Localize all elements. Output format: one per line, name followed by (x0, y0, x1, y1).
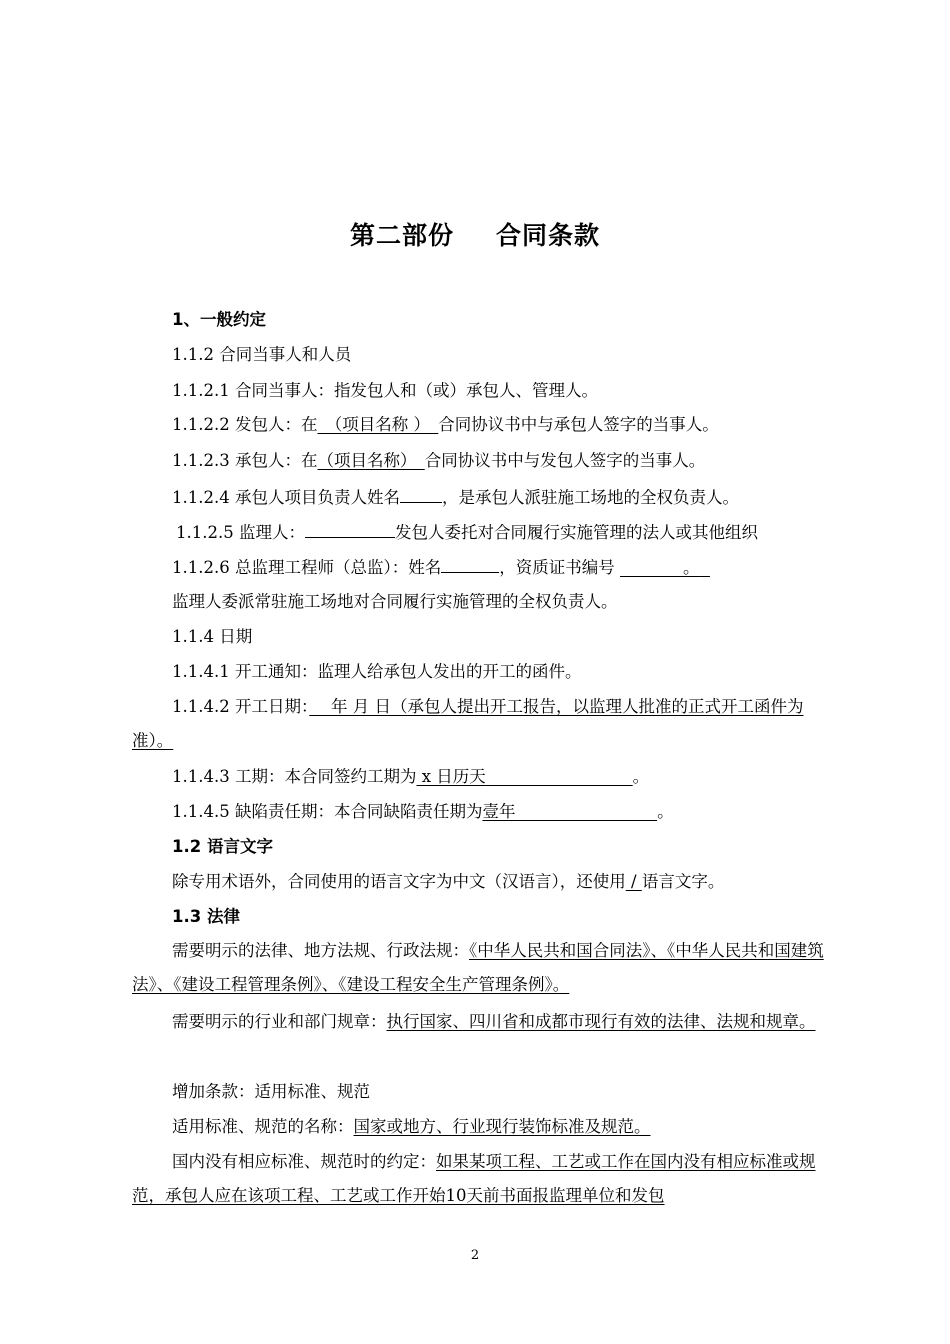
text: 除专用术语外，合同使用的语言文字为中文（汉语言），还使用 (172, 872, 626, 891)
blank-field (305, 519, 395, 538)
text: 1.1.2.2 发包人：在 (172, 415, 318, 434)
text: 。 (682, 558, 700, 577)
filled-value: （项目名称） (317, 451, 425, 470)
text: 。 (632, 767, 650, 786)
clause-added: 增加条款：适用标准、规范 (172, 1082, 370, 1101)
section-heading-language: 1.2 语言文字 (172, 837, 273, 856)
text: 语言文字。 (641, 872, 725, 891)
text: 1.1.4.2 开工日期： (172, 697, 310, 716)
text: 合同协议书中与发包人签字的当事人。 (424, 451, 706, 470)
text: 1.1.2.4 承包人项目负责人姓名 (172, 488, 400, 507)
text: 1.1.2.3 承包人：在 (172, 451, 318, 470)
clause-1-1-4: 1.1.4 日期 (172, 627, 253, 646)
clause-1-1-2-4 (172, 484, 832, 510)
text: 需要明示的法律、地方法规、行政法规： (172, 941, 469, 960)
clause-1-1-2: 1.1.2 合同当事人和人员 (172, 345, 352, 364)
title-name: 合同条款 (496, 221, 601, 250)
section-heading-law: 1.3 法律 (172, 907, 240, 926)
clause-supervisor-desc: 监理人委派常驻施工场地对合同履行实施管理的全权负责人。 (172, 592, 618, 611)
text: 国内没有相应标准、规范时的约定： (172, 1152, 436, 1171)
filled-value: 年 月 日（承包人提出开工报告，以监理人批准的正式开工函件为准）。 (132, 697, 804, 750)
blank-field (441, 554, 499, 573)
clause-1-1-4-5 (172, 800, 832, 824)
text: 壹年 (482, 802, 516, 821)
text: 1.1.2.6 总监理工程师（总监）：姓名 (172, 558, 442, 577)
filled-value: 执行国家、四川省和成都市现行有效的法律、法规和规章。 (386, 1012, 816, 1031)
text: 。 (657, 802, 674, 821)
filled-value: / (625, 872, 642, 891)
section-heading-general: 1、一般约定 (172, 310, 266, 329)
text: 适用标准、规范的名称： (172, 1117, 354, 1136)
text: 发包人委托对合同履行实施管理的法人或其他组织 (394, 523, 758, 542)
clause-1-1-4-1: 1.1.4.1 开工通知：监理人给承包人发出的开工的函件。 (172, 662, 582, 681)
title-part: 第二部份 (349, 221, 454, 250)
clause-1-1-2-1: 1.1.2.1 合同当事人：指发包人和（或）承包人、管理人。 (172, 381, 598, 400)
page-number: 2 (470, 1248, 480, 1263)
text: 1.1.4.3 工期：本合同签约工期为 (172, 767, 417, 786)
filled-value (416, 767, 632, 786)
clause-regulations (132, 1005, 832, 1039)
clause-1-1-2-3 (172, 449, 832, 473)
clause-1-1-2-5 (176, 519, 836, 545)
clause-1-1-2-2 (172, 413, 832, 437)
filled-value: 如果某项工程、工艺或工作在国内没有相应标准或规范，承包人应在该项工程、工艺或工作开始10天前书面报监理单位和发包 (132, 1152, 816, 1205)
blank-field (620, 558, 710, 577)
clause-1-1-4-2 (132, 690, 832, 758)
page-title (0, 216, 950, 252)
filled-value (482, 802, 657, 821)
blank-field (400, 484, 442, 503)
text: ，是承包人派驻施工场地的全权负责人。 (441, 488, 739, 507)
filled-value: 国家或地方、行业现行装饰标准及规范。 (353, 1117, 651, 1136)
filled-value: 《中华人民共和国合同法》、《中华人民共和国建筑法》、《建设工程管理条例》、《建设工程安全生产管理条例》。 (132, 941, 824, 994)
clause-laws (132, 934, 832, 1002)
text: x 日历天 (416, 767, 486, 786)
text: ，资质证书编号 (499, 558, 615, 577)
text: 需要明示的行业和部门规章： (172, 1012, 387, 1031)
text: 1.1.2.5 监理人： (176, 523, 305, 542)
text: 1.1.4.5 缺陷责任期：本合同缺陷责任期为 (172, 802, 483, 821)
clause-language (172, 870, 832, 894)
clause-no-standard (132, 1145, 832, 1213)
clause-1-1-2-6 (172, 554, 832, 580)
clause-1-1-4-3 (172, 765, 832, 789)
text: 合同协议书中与承包人签字的当事人。 (438, 415, 719, 434)
filled-value: （项目名称 ） (317, 415, 439, 434)
clause-standards-name (172, 1115, 832, 1139)
